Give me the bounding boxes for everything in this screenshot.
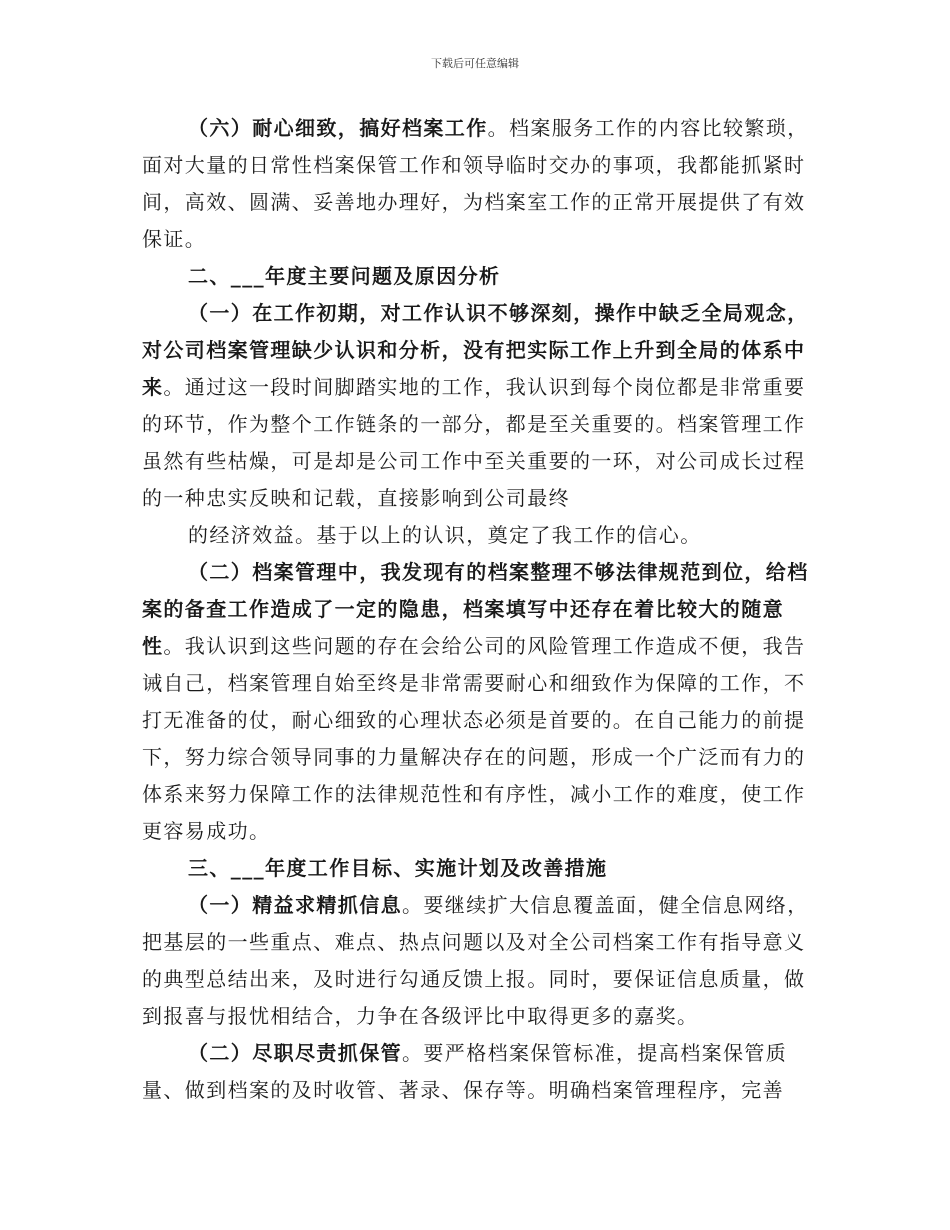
paragraph-text: 。要严格档案保管标准，提高档案保管质量、做到档案的及时收管、著录、保存等。明确档案管理程序，完善 [142, 1041, 788, 1102]
paragraph-1-6 [142, 110, 822, 258]
paragraph-text: 。通过这一段时间脚踏实地的工作，我认识到每个岗位都是非常重要的环节，作为整个工作链条的一部分，都是至关重要的。档案管理工作虽然有些枯燥，可是却是公司工作中至关重要的一环，对公司成长过程的一种忠实反映和记载，直接影响到公司最终 [142, 375, 806, 510]
paragraph-2-2 [142, 554, 822, 850]
paragraph-3-2 [142, 1035, 822, 1109]
paragraph-text: 。档案服务工作的内容比较繁琐，面对大量的日常性档案保管工作和领导临时交办的事项，我都能抓紧时间，高效、圆满、妥善地办理好，为档案室工作的正常开展提供了有效保证。 [142, 116, 809, 251]
document-body [142, 110, 822, 1109]
paragraph-continuation: 的经济效益。基于以上的认识，奠定了我工作的信心。 [188, 523, 702, 547]
paragraph-3-1 [142, 887, 822, 1035]
paragraph-bold-lead: （一）在工作初期，对工作认识不够深刻，操作中缺乏全局观念，对公司档案管理缺少认识和分析，没有把实际工作上升到全局的体系中来 [142, 301, 809, 399]
paragraph-text: 。要继续扩大信息覆盖面，健全信息网络，把基层的一些重点、难点、热点问题以及对全公司档案工作有指导意义的典型总结出来，及时进行勾通反馈上报。同时，要保证信息质量，做到报喜与报忧相结合，力争在各级评比中取得更多的嘉奖。 [142, 893, 809, 1028]
section-heading-3: 三、___年度工作目标、实施计划及改善措施 [188, 856, 608, 880]
paragraph-bold-lead: （二）尽职尽责抓保管 [188, 1041, 402, 1065]
paragraph-bold-lead: （六）耐心细致，搞好档案工作 [188, 116, 488, 140]
page-header: 下载后可任意编辑 [431, 57, 519, 70]
paragraph-text: 。我认识到这些问题的存在会给公司的风险管理工作造成不便，我告诫自己，档案管理自始至终是非常需要耐心和细致作为保障的工作，不打无准备的仗，耐心细致的心理状态必须是首要的。在自己能力的前提下，努力综合领导同事的力量解决存在的问题，形成一个广泛而有力的体系来努力保障工作的法律规范性和有序性，减小工作的难度，使工作更容易成功。 [142, 634, 806, 843]
paragraph-2-1 [142, 295, 822, 517]
paragraph-bold-lead: （一）精益求精抓信息 [188, 893, 402, 917]
paragraph-bold-lead: （二）档案管理中，我发现有的档案整理不够法律规范到位，给档案的备查工作造成了一定的隐患，档案填写中还存在着比较大的随意性 [142, 560, 809, 658]
section-heading-2: 二、___年度主要问题及原因分析 [188, 264, 501, 288]
